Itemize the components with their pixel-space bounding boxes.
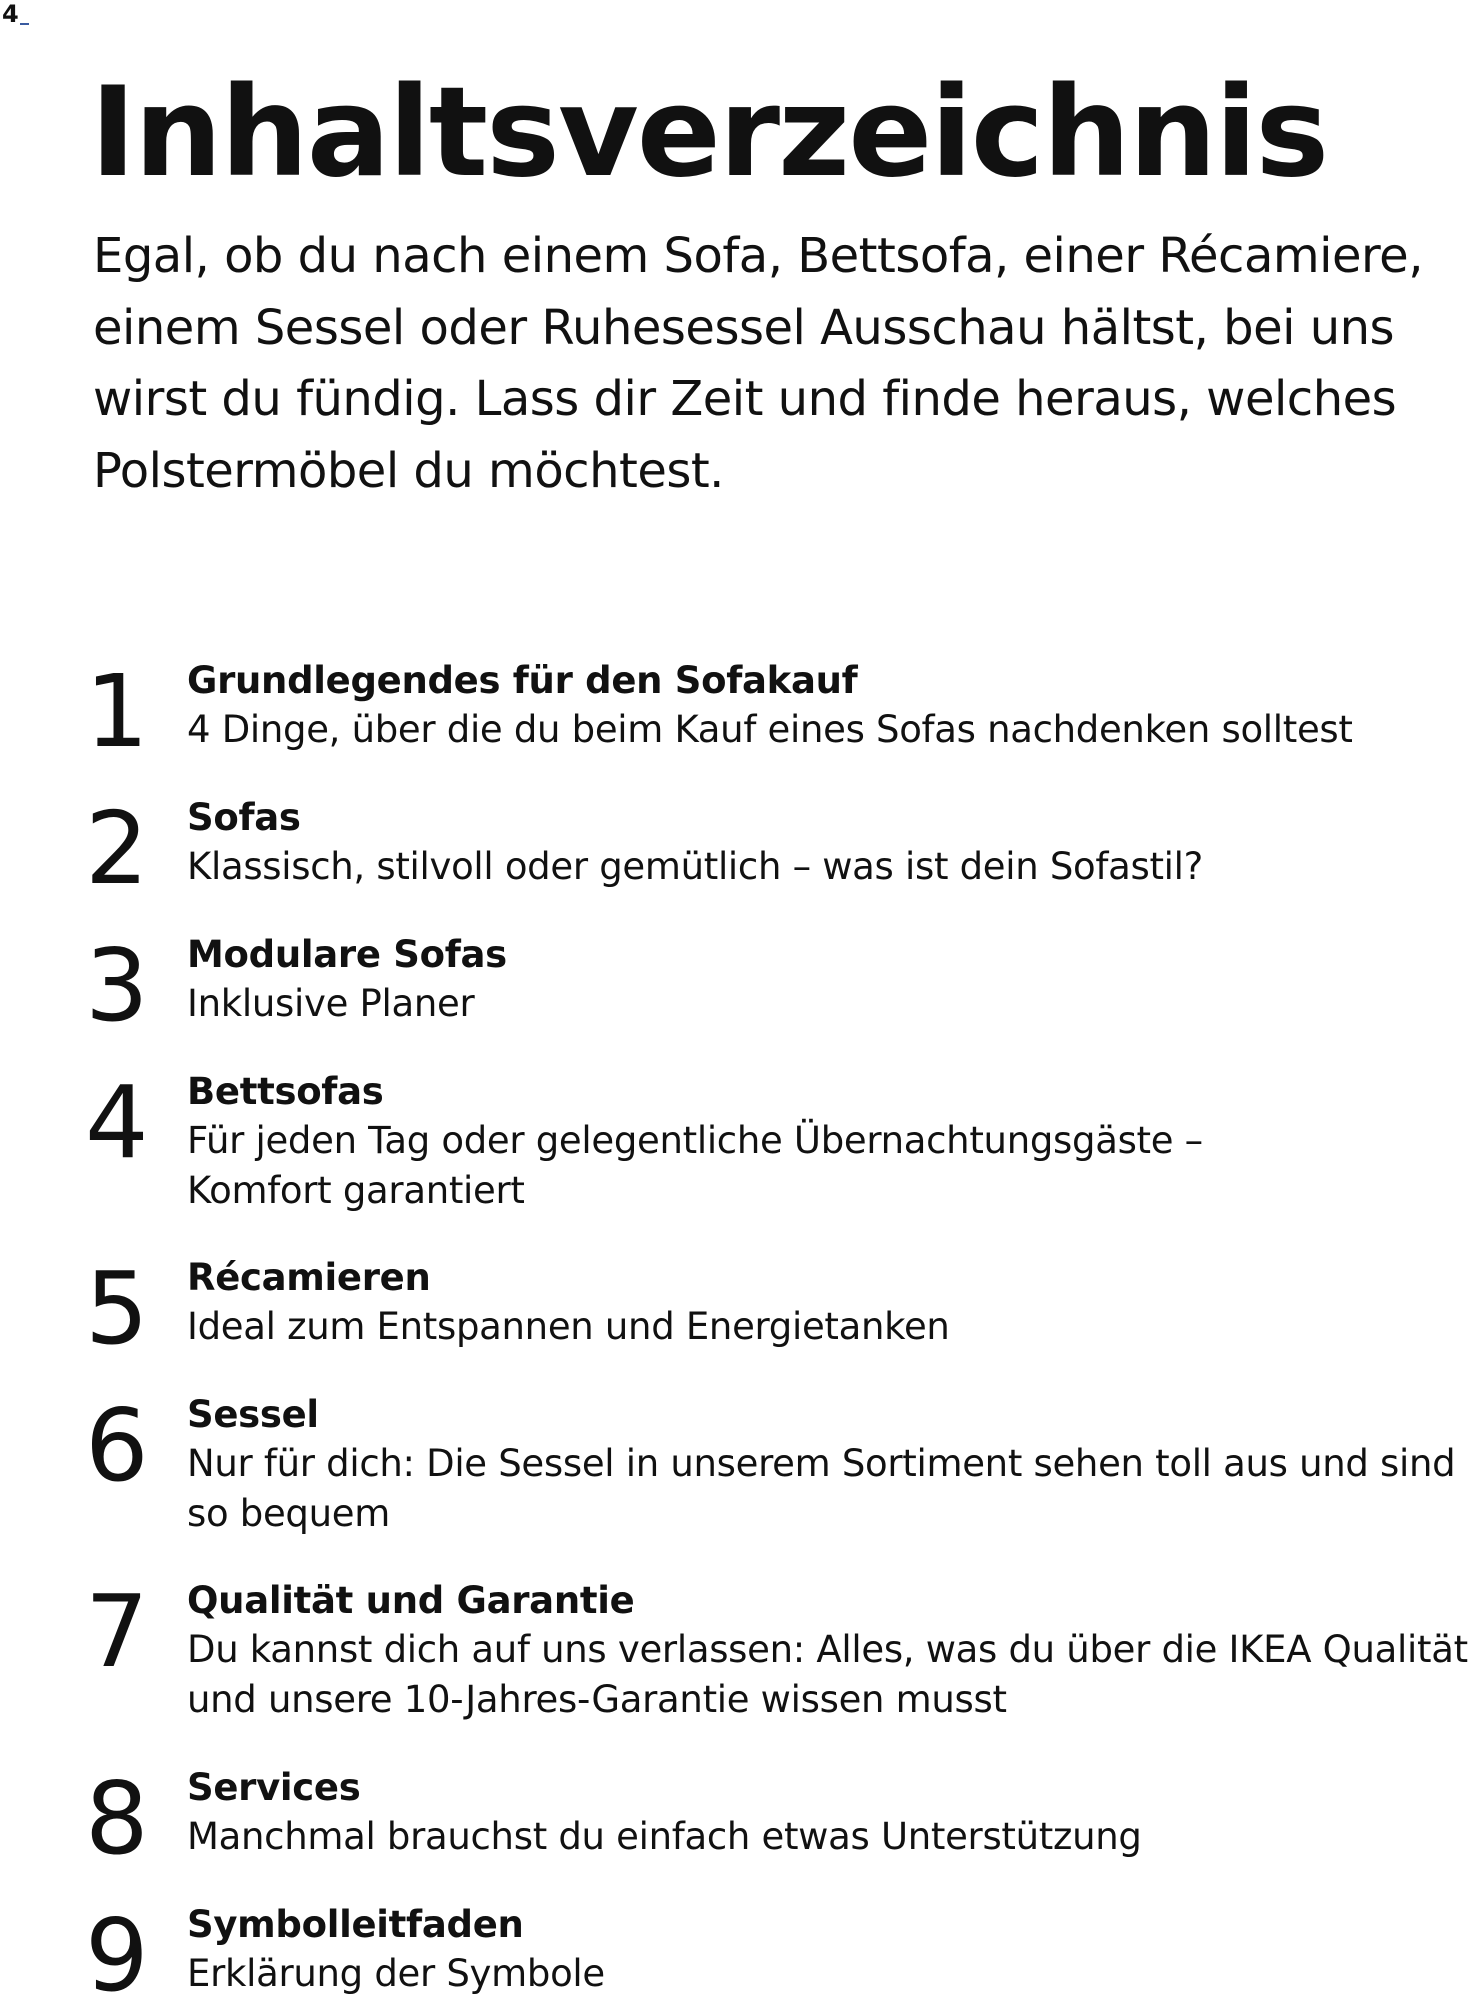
toc-entry-number: 8 (85, 1760, 149, 1877)
toc-entry-title: Sessel (187, 1393, 319, 1436)
toc-entry-number: 7 (85, 1573, 149, 1690)
toc-entry-description: 4 Dinge, über die du beim Kauf eines Sofas nachdenken solltest (187, 708, 1353, 751)
toc-entry-description: Ideal zum Entspannen und Energietanken (187, 1305, 950, 1348)
toc-entry-number: 5 (85, 1250, 149, 1367)
toc-entry-description: Inklusive Planer (187, 982, 475, 1025)
toc-entry-title: Récamieren (187, 1256, 431, 1299)
toc-entry-title: Qualität und Garantie (187, 1579, 635, 1622)
toc-entry-number: 2 (85, 790, 149, 907)
toc-entry-description: Klassisch, stilvoll oder gemütlich – was ist dein Sofastil? (187, 845, 1203, 888)
toc-entry-title: Symbolleitfaden (187, 1903, 524, 1946)
toc-entry-number: 1 (85, 653, 149, 770)
page-title: Inhaltsverzeichnis (90, 61, 1328, 205)
toc-entry-number: 3 (85, 927, 149, 1044)
intro-paragraph: Egal, ob du nach einem Sofa, Bettsofa, einer Récamiere, einem Sessel oder Ruhesessel Ausschau hältst, bei uns wirst du fündig. Lass dir Zeit und finde heraus, welches Polstermöbel du möchtest. (93, 228, 1423, 499)
toc-entry-description: Du kannst dich auf uns verlassen: Alles, was du über die IKEA Qualität und unsere 10-Jahres-Garantie wissen musst (187, 1628, 1468, 1721)
toc-entry-title: Services (187, 1766, 361, 1809)
toc-entry-title: Bettsofas (187, 1070, 384, 1113)
toc-entry-number: 4 (85, 1064, 149, 1181)
toc-entry-title: Sofas (187, 796, 301, 839)
toc-entry-description: Nur für dich: Die Sessel in unserem Sortiment sehen toll aus und sind so bequem (187, 1442, 1456, 1535)
toc-entry-description: Erklärung der Symbole (187, 1952, 605, 1995)
toc-entry-description: Manchmal brauchst du einfach etwas Unterstützung (187, 1815, 1142, 1858)
toc-entry-title: Grundlegendes für den Sofakauf (187, 659, 858, 702)
toc-entry-number: 9 (85, 1897, 149, 2014)
toc-entry-title: Modulare Sofas (187, 933, 507, 976)
toc-entry-number: 6 (85, 1387, 149, 1504)
toc-entry-description: Für jeden Tag oder gelegentliche Übernachtungsgäste – Komfort garantiert (187, 1119, 1203, 1212)
page-number: 4 (2, 0, 29, 28)
